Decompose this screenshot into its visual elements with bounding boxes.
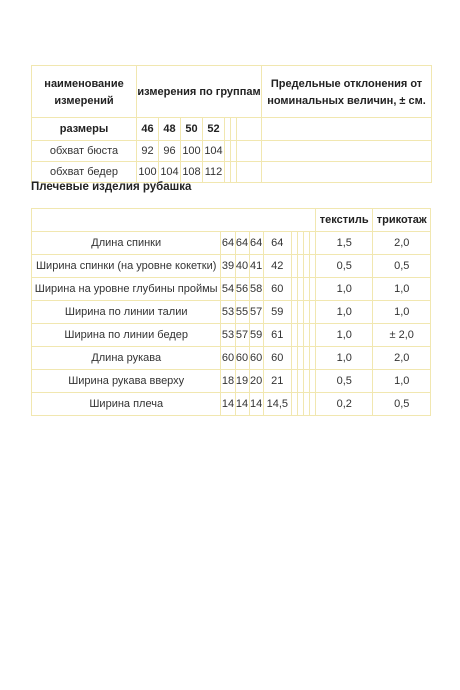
textile-cell: 0,5 [316,370,373,393]
table-row [32,278,431,301]
row-name: Ширина рукава вверху [32,370,221,393]
section-title: Плечевые изделия рубашка [31,181,192,193]
row-name: обхват бюста [32,141,137,162]
header-tolerances: Предельные отклонения от номинальных величин, ± см. [262,66,432,118]
value-cell: 100 [181,141,203,162]
size-cell: 50 [181,118,203,141]
size-cell: 46 [137,118,159,141]
value-cell: 61 [263,324,291,347]
header-measurement-name: наименование измерений [32,66,137,118]
size-cell: 52 [203,118,225,141]
row-name: Ширина по линии бедер [32,324,221,347]
knit-cell: 1,0 [373,370,431,393]
value-cell: 53 [221,301,235,324]
header-textile: текстиль [316,209,373,232]
value-cell: 104 [203,141,225,162]
value-cell: 41 [249,255,263,278]
value-cell: 57 [235,324,249,347]
row-name: Длина спинки [32,232,221,255]
value-cell: 18 [221,370,235,393]
value-cell: 92 [137,141,159,162]
value-cell: 64 [249,232,263,255]
value-cell: 58 [249,278,263,301]
textile-cell: 1,0 [316,301,373,324]
textile-cell: 1,5 [316,232,373,255]
value-cell: 42 [263,255,291,278]
value-cell: 64 [235,232,249,255]
value-cell: 100 [137,162,159,183]
header-group-measurements: измерения по группам [137,66,262,118]
value-cell: 60 [249,347,263,370]
row-name: обхват бедер [32,162,137,183]
value-cell: 60 [263,278,291,301]
row-name: Ширина плеча [32,393,221,416]
table-row [32,347,431,370]
value-cell: 54 [221,278,235,301]
value-cell: 64 [263,232,291,255]
knit-cell: 0,5 [373,255,431,278]
row-name: Ширина по линии талии [32,301,221,324]
table-row [32,232,431,255]
value-cell: 39 [221,255,235,278]
value-cell: 14,5 [263,393,291,416]
table-row [32,370,431,393]
knit-cell: 1,0 [373,278,431,301]
value-cell: 56 [235,278,249,301]
value-cell: 14 [249,393,263,416]
table-row [32,324,431,347]
value-cell: 21 [263,370,291,393]
knit-cell: 2,0 [373,232,431,255]
value-cell: 60 [221,347,235,370]
textile-cell: 1,0 [316,278,373,301]
value-cell: 14 [235,393,249,416]
value-cell: 108 [181,162,203,183]
textile-cell: 1,0 [316,347,373,370]
row-name: Длина рукава [32,347,221,370]
textile-cell: 0,5 [316,255,373,278]
value-cell: 59 [249,324,263,347]
size-measurements-table [31,65,432,183]
row-name: Ширина спинки (на уровне кокетки) [32,255,221,278]
shirt-measurements-table [31,208,431,416]
table-row [32,393,431,416]
value-cell: 19 [235,370,249,393]
value-cell: 57 [249,301,263,324]
value-cell: 96 [159,141,181,162]
value-cell: 60 [235,347,249,370]
knit-cell: 2,0 [373,347,431,370]
textile-cell: 0,2 [316,393,373,416]
table-row [32,141,432,162]
value-cell: 104 [159,162,181,183]
value-cell: 112 [203,162,225,183]
row-name: Ширина на уровне глубины проймы [32,278,221,301]
table-row [32,255,431,278]
size-cell: 48 [159,118,181,141]
knit-cell: 1,0 [373,301,431,324]
value-cell: 53 [221,324,235,347]
value-cell: 59 [263,301,291,324]
knit-cell: ± 2,0 [373,324,431,347]
header-knit: трикотаж [373,209,431,232]
value-cell: 14 [221,393,235,416]
value-cell: 55 [235,301,249,324]
value-cell: 64 [221,232,235,255]
value-cell: 40 [235,255,249,278]
table-row [32,162,432,183]
value-cell: 20 [249,370,263,393]
knit-cell: 0,5 [373,393,431,416]
table-row [32,301,431,324]
textile-cell: 1,0 [316,324,373,347]
value-cell: 60 [263,347,291,370]
sizes-label: размеры [32,118,137,141]
